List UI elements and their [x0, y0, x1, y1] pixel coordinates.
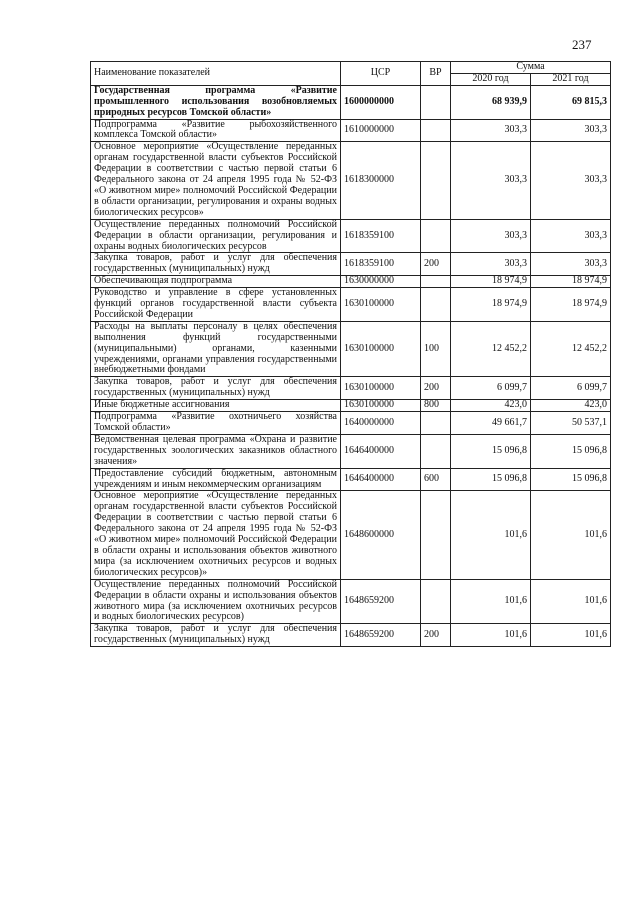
table-row: [91, 491, 611, 579]
page-number: 237: [572, 37, 592, 52]
row-value-2020: 303,3: [451, 219, 531, 253]
table-row: [91, 253, 611, 276]
table-row: [91, 434, 611, 468]
table-row: [91, 400, 611, 412]
header-year-2021: 2021 год: [531, 73, 611, 85]
row-name: Основное мероприятие «Осуществление переданных органам государственной власти субъектов Российской Федерации в соответствии с частью первой статьи 6 Федерального закона от 24 апреля 1995 года № 52-ФЗ «О животном мире» полномочий Российской Федерации в области организации, регулирования и охраны водных биологических ресурсов»: [91, 142, 341, 219]
row-value-2021: 6 099,7: [531, 377, 611, 400]
row-value-2020: 12 452,2: [451, 321, 531, 377]
row-value-2020: 18 974,9: [451, 288, 531, 322]
row-name: Руководство и управление в сфере установленных функций органов государственной власти субъекта Российской Федерации: [91, 288, 341, 322]
row-vr: 600: [421, 468, 451, 491]
row-name: Подпрограмма «Развитие охотничьего хозяйства Томской области»: [91, 412, 341, 435]
row-csr: 1618359100: [341, 219, 421, 253]
table-row: [91, 288, 611, 322]
row-value-2021: 101,6: [531, 579, 611, 624]
header-year-2020: 2020 год: [451, 73, 531, 85]
row-name: Обеспечивающая подпрограмма: [91, 276, 341, 288]
row-value-2021: 101,6: [531, 624, 611, 647]
row-csr: 1646400000: [341, 434, 421, 468]
row-value-2020: 68 939,9: [451, 85, 531, 119]
row-value-2021: 69 815,3: [531, 85, 611, 119]
row-value-2021: 15 096,8: [531, 434, 611, 468]
row-vr: 200: [421, 253, 451, 276]
row-vr: [421, 142, 451, 219]
row-csr: 1618359100: [341, 253, 421, 276]
row-csr: 1640000000: [341, 412, 421, 435]
row-value-2021: 303,3: [531, 253, 611, 276]
row-csr: 1630000000: [341, 276, 421, 288]
row-csr: 1630100000: [341, 377, 421, 400]
row-value-2020: 101,6: [451, 624, 531, 647]
table-row: [91, 468, 611, 491]
table-row: [91, 624, 611, 647]
row-name: Закупка товаров, работ и услуг для обеспечения государственных (муниципальных) нужд: [91, 253, 341, 276]
table-row: [91, 276, 611, 288]
row-csr: 1610000000: [341, 119, 421, 142]
row-name: Осуществление переданных полномочий Российской Федерации в области организации, регулирования и охраны водных биологических ресурсов: [91, 219, 341, 253]
row-value-2021: 18 974,9: [531, 288, 611, 322]
row-name: Закупка товаров, работ и услуг для обеспечения государственных (муниципальных) нужд: [91, 624, 341, 647]
table-row: [91, 142, 611, 219]
row-csr: 1630100000: [341, 321, 421, 377]
row-csr: 1648659200: [341, 624, 421, 647]
row-csr: 1648659200: [341, 579, 421, 624]
row-value-2021: 303,3: [531, 142, 611, 219]
row-vr: [421, 85, 451, 119]
row-value-2021: 12 452,2: [531, 321, 611, 377]
row-vr: 200: [421, 377, 451, 400]
row-value-2020: 303,3: [451, 253, 531, 276]
row-value-2020: 18 974,9: [451, 276, 531, 288]
table-row: [91, 579, 611, 624]
header-vr: ВР: [421, 62, 451, 86]
row-vr: [421, 434, 451, 468]
header-name: Наименование показателей: [91, 62, 341, 86]
row-csr: 1646400000: [341, 468, 421, 491]
row-vr: [421, 579, 451, 624]
row-name: Предоставление субсидий бюджетным, автономным учреждениям и иным некоммерческим организациям: [91, 468, 341, 491]
row-name: Расходы на выплаты персоналу в целях обеспечения выполнения функций государственными (муниципальными) органами, казенными учреждениями, органами управления государственными внебюджетными фондами: [91, 321, 341, 377]
table-row: [91, 412, 611, 435]
row-vr: [421, 276, 451, 288]
row-name: Иные бюджетные ассигнования: [91, 400, 341, 412]
row-name: Подпрограмма «Развитие рыбохозяйственного комплекса Томской области»: [91, 119, 341, 142]
header-sum: Сумма: [451, 62, 611, 74]
row-name: Закупка товаров, работ и услуг для обеспечения государственных (муниципальных) нужд: [91, 377, 341, 400]
row-csr: 1648600000: [341, 491, 421, 579]
row-value-2021: 15 096,8: [531, 468, 611, 491]
row-vr: [421, 412, 451, 435]
row-value-2020: 49 661,7: [451, 412, 531, 435]
row-value-2020: 303,3: [451, 119, 531, 142]
table-row: [91, 321, 611, 377]
table-row: [91, 119, 611, 142]
row-value-2020: 15 096,8: [451, 468, 531, 491]
row-csr: 1600000000: [341, 85, 421, 119]
header-csr: ЦСР: [341, 62, 421, 86]
row-value-2020: 101,6: [451, 491, 531, 579]
row-value-2021: 423,0: [531, 400, 611, 412]
row-vr: [421, 491, 451, 579]
row-name: Основное мероприятие «Осуществление переданных органам государственной власти субъектов Российской Федерации в соответствии с частью первой статьи 6 Федерального закона от 24 апреля 1995 года № 52-ФЗ «О животном мире» полномочий Российской Федерации в области охраны и использования объектов животного мира (за исключением охотничьих ресурсов и водных биологических ресурсов)»: [91, 491, 341, 579]
row-vr: [421, 119, 451, 142]
row-name: Ведомственная целевая программа «Охрана и развитие государственных зоологических заказников областного значения»: [91, 434, 341, 468]
row-value-2020: 303,3: [451, 142, 531, 219]
row-value-2021: 303,3: [531, 119, 611, 142]
budget-table: [90, 61, 611, 647]
row-name: Осуществление переданных полномочий Российской Федерации в области охраны и использования объектов животного мира (за исключением охотничьих ресурсов и водных биологических ресурсов): [91, 579, 341, 624]
row-value-2020: 423,0: [451, 400, 531, 412]
row-vr: 200: [421, 624, 451, 647]
table-row: [91, 85, 611, 119]
row-value-2020: 101,6: [451, 579, 531, 624]
row-vr: 800: [421, 400, 451, 412]
row-csr: 1630100000: [341, 400, 421, 412]
row-value-2021: 101,6: [531, 491, 611, 579]
row-name: Государственная программа «Развитие промышленного использования возобновляемых природных ресурсов Томской области»: [91, 85, 341, 119]
row-vr: [421, 288, 451, 322]
row-value-2020: 6 099,7: [451, 377, 531, 400]
table-row: [91, 377, 611, 400]
table-body: [91, 85, 611, 646]
row-csr: 1618300000: [341, 142, 421, 219]
row-vr: [421, 219, 451, 253]
row-value-2020: 15 096,8: [451, 434, 531, 468]
row-vr: 100: [421, 321, 451, 377]
row-csr: 1630100000: [341, 288, 421, 322]
row-value-2021: 18 974,9: [531, 276, 611, 288]
row-value-2021: 303,3: [531, 219, 611, 253]
table-row: [91, 219, 611, 253]
row-value-2021: 50 537,1: [531, 412, 611, 435]
